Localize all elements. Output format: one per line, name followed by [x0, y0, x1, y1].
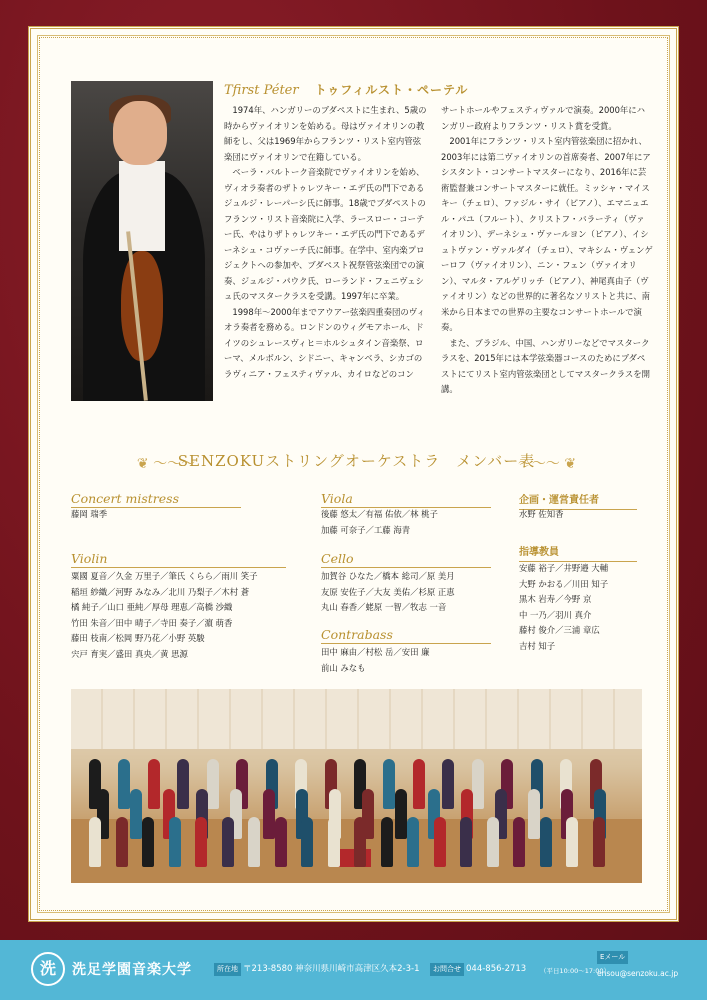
section-title-planning: 企画・運営責任者 — [519, 491, 637, 510]
performer-figure — [222, 817, 234, 867]
member-line: 中 一乃／羽川 真介 — [519, 609, 592, 620]
performer-figure — [460, 817, 472, 867]
performer-figure — [248, 817, 260, 867]
member-line: 竹田 朱音／田中 晴子／寺田 奏子／濵 萌香 — [71, 617, 233, 628]
content-panel — [28, 26, 679, 922]
performer-figure — [487, 817, 499, 867]
school-name: 洗足学園音楽大学 — [72, 962, 192, 978]
roster-heading-block — [71, 443, 642, 479]
performer-figure — [513, 817, 525, 867]
conductor-name — [224, 81, 468, 99]
section-title-viola: Viola — [321, 491, 491, 508]
members-instructors — [519, 561, 608, 655]
bio-paragraph: 2001年にフランツ・リスト室内管弦楽団に招かれ、2003年には第二ヴァイオリンの首席奏者、2007年にアシスタント・コンサートマスターになり、2016年に芸術監督兼コンサートマスターに就任。ミッシャ・マイスキー（チェロ）、ファジル・サイ（ピアノ）、エマニュエル・パユ（フルート）、クリストフ・バラーティ（ヴァイオリン）、デーネシュ・ヴァールヨン（ピアノ）、イシュトヴァン・ヴァルダイ（チェロ）、マキシム・ヴェンゲーロフ（ヴァイオリン）、ニン・フェン（ヴァイオリン）、マルタ・アルゲリッチ（ピアノ）、神尾真由子（ヴァイオリン）などの世界的に著名なソリストと共に、南米から日本までの世界の主要なコンサートホールで演奏。 — [441, 136, 653, 332]
bio-paragraph: また、ブラジル、中国、ハンガリーなどでマスタークラスを、2015年には本学弦楽器コースのためにブダペストにてリスト室内管弦楽団としてマスタークラスを開講。 — [441, 337, 650, 394]
phone-number: 044-856-2713 — [466, 964, 527, 974]
performer-figure — [407, 817, 419, 867]
performer-figure — [89, 817, 101, 867]
performer-figure — [169, 817, 181, 867]
section-title-violin: Violin — [71, 551, 286, 568]
members-violin — [71, 569, 258, 663]
members-viola — [321, 507, 438, 538]
member-line: 藤村 俊介／三浦 章広 — [519, 625, 600, 636]
performer-figure — [177, 759, 189, 809]
member-line: 稲垣 紗織／河野 みなみ／北川 乃梨子／木村 蒼 — [71, 586, 250, 597]
members-concert-mistress — [71, 507, 107, 523]
performer-figure — [395, 789, 407, 839]
performer-figure — [148, 759, 160, 809]
conductor-name-kana: トゥフィルスト・ペーテル — [314, 83, 469, 97]
performer-figure — [207, 759, 219, 809]
member-line: 安藤 裕子／井野邉 大輔 — [519, 563, 609, 573]
performer-figure — [442, 759, 454, 809]
section-title-concert-mistress: Concert mistress — [71, 491, 241, 508]
email-tag: Eメール — [597, 951, 628, 964]
member-line: 後藤 悠太／有福 佑依／林 桃子 — [321, 509, 438, 519]
performer-figure — [566, 817, 578, 867]
member-line: 藤田 枝南／松岡 野乃花／小野 英駿 — [71, 633, 205, 644]
member-line: 吉村 知子 — [519, 640, 556, 651]
members-planning — [519, 507, 564, 523]
member-line: 粟國 夏音／久金 万里子／筆氏 くらら／雨川 笑子 — [71, 571, 258, 581]
performer-figure — [540, 817, 552, 867]
bio-paragraph: 1998年～2000年までアウアー弦楽四重奏団のヴィオラ奏者を務める。ロンドンのウィグモアホール、ドイツのシュレースヴィヒ＝ホルシュタイン音楽祭、ローマ、メルボルン、シドニー、キャンベラ、シカゴのラヴィニア・フェスティヴァル、カイロなどのコン — [224, 306, 426, 379]
performer-figure — [116, 817, 128, 867]
members-cello — [321, 569, 455, 616]
school-logo-icon: 洗 — [31, 952, 65, 986]
performer-figure — [263, 789, 275, 839]
bio-column-right — [441, 103, 653, 398]
performer-figure — [381, 817, 393, 867]
performer-figure — [130, 789, 142, 839]
conductor-name-latin: Tfirst Péter — [224, 83, 299, 98]
performer-figure — [195, 817, 207, 867]
performer-figure — [472, 759, 484, 809]
address-text: 〒213-8580 神奈川県川崎市高津区久本2-3-1 — [243, 964, 420, 974]
phone-hours: （平日10:00〜17:00） — [540, 967, 610, 975]
member-line: 田中 麻由／村松 岳／安田 廉 — [321, 647, 430, 657]
section-title-cello: Cello — [321, 551, 491, 568]
bio-paragraph: 1974年、ハンガリーのブダペストに生まれ、5歳の時からヴァイオリンを始める。母はヴァイオリンの教師をし、父は1969年からフランツ・リスト室内管弦楽団にヴァイオリンで在籍している。 — [224, 105, 427, 162]
member-line: 黒木 岩寿／今野 京 — [519, 594, 592, 605]
member-line: 加藤 可奈子／工藤 海青 — [321, 524, 411, 535]
bio-paragraph: ベーラ・バルトーク音楽院でヴァイオリンを始め、ヴィオラ奏者のザトゥレツキー・エデ氏の門下であるジュルジ・レーパーシ氏に師事。18歳でブダペストのフランツ・リスト音楽院に入学、ラースロー・コーテー氏、やはりザトゥレツキー・エデ氏の門下であるデーネシュ・コヴァーチ氏に師事。在学中、室内楽プロジェクトへの参加や、ブダペスト祝祭管弦楽団での演奏、ジュルジ・パウク氏、ローランド・フェニヴェシュ氏のマスタークラスを受講。1997年に卒業。 — [224, 167, 426, 301]
performer-figure — [275, 817, 287, 867]
members-contrabass — [321, 645, 430, 676]
member-line: 丸山 春香／蛯原 一智／牧志 一音 — [321, 602, 447, 613]
flourish-ornament-icon: ❦ ～～～ — [136, 456, 196, 472]
performer-figure — [354, 817, 366, 867]
flourish-ornament-icon: ～～～ ❦ — [517, 456, 577, 472]
performer-figure — [413, 759, 425, 809]
orchestra-photo — [71, 689, 642, 883]
conductor-portrait — [71, 81, 213, 401]
footer-bar — [0, 940, 707, 1000]
member-line: 藤岡 瑞季 — [71, 509, 108, 519]
performer-figure — [434, 817, 446, 867]
performer-figure — [301, 817, 313, 867]
member-line: 宍戸 育実／盛田 真央／黄 思源 — [71, 648, 188, 659]
member-line: 橘 純子／山口 亜純／厚母 理恵／高橋 沙織 — [71, 602, 233, 613]
bio-paragraph: サートホールやフェスティヴァルで演奏。2000年にハンガリー政府よりフランツ・リスト賞を受賞。 — [441, 105, 646, 131]
section-title-instructors: 指導教員 — [519, 543, 637, 562]
section-title-contrabass: Contrabass — [321, 627, 491, 644]
performer-figure — [528, 789, 540, 839]
performer-figure — [328, 817, 340, 867]
roster-heading: SENZOKUストリングオーケストラ メンバー表 — [177, 452, 536, 470]
performer-figure — [383, 759, 395, 809]
member-line: 加賀谷 ひなた／橋本 総司／原 美月 — [321, 571, 455, 581]
bio-column-left — [224, 103, 428, 382]
performer-figure — [142, 817, 154, 867]
member-line: 大野 かおる／川田 知子 — [519, 578, 609, 589]
performer-figure — [593, 817, 605, 867]
contact-tag: お問合せ — [430, 963, 464, 976]
performer-figure — [118, 759, 130, 809]
member-line: 前山 みなも — [321, 662, 366, 673]
address-tag: 所在地 — [214, 963, 241, 976]
member-line: 水野 佐知香 — [519, 509, 564, 519]
member-line: 友原 安佐子／大友 美佑／杉原 正恵 — [321, 586, 455, 597]
email-link[interactable]: ensou@senzoku.ac.jp — [597, 969, 679, 978]
